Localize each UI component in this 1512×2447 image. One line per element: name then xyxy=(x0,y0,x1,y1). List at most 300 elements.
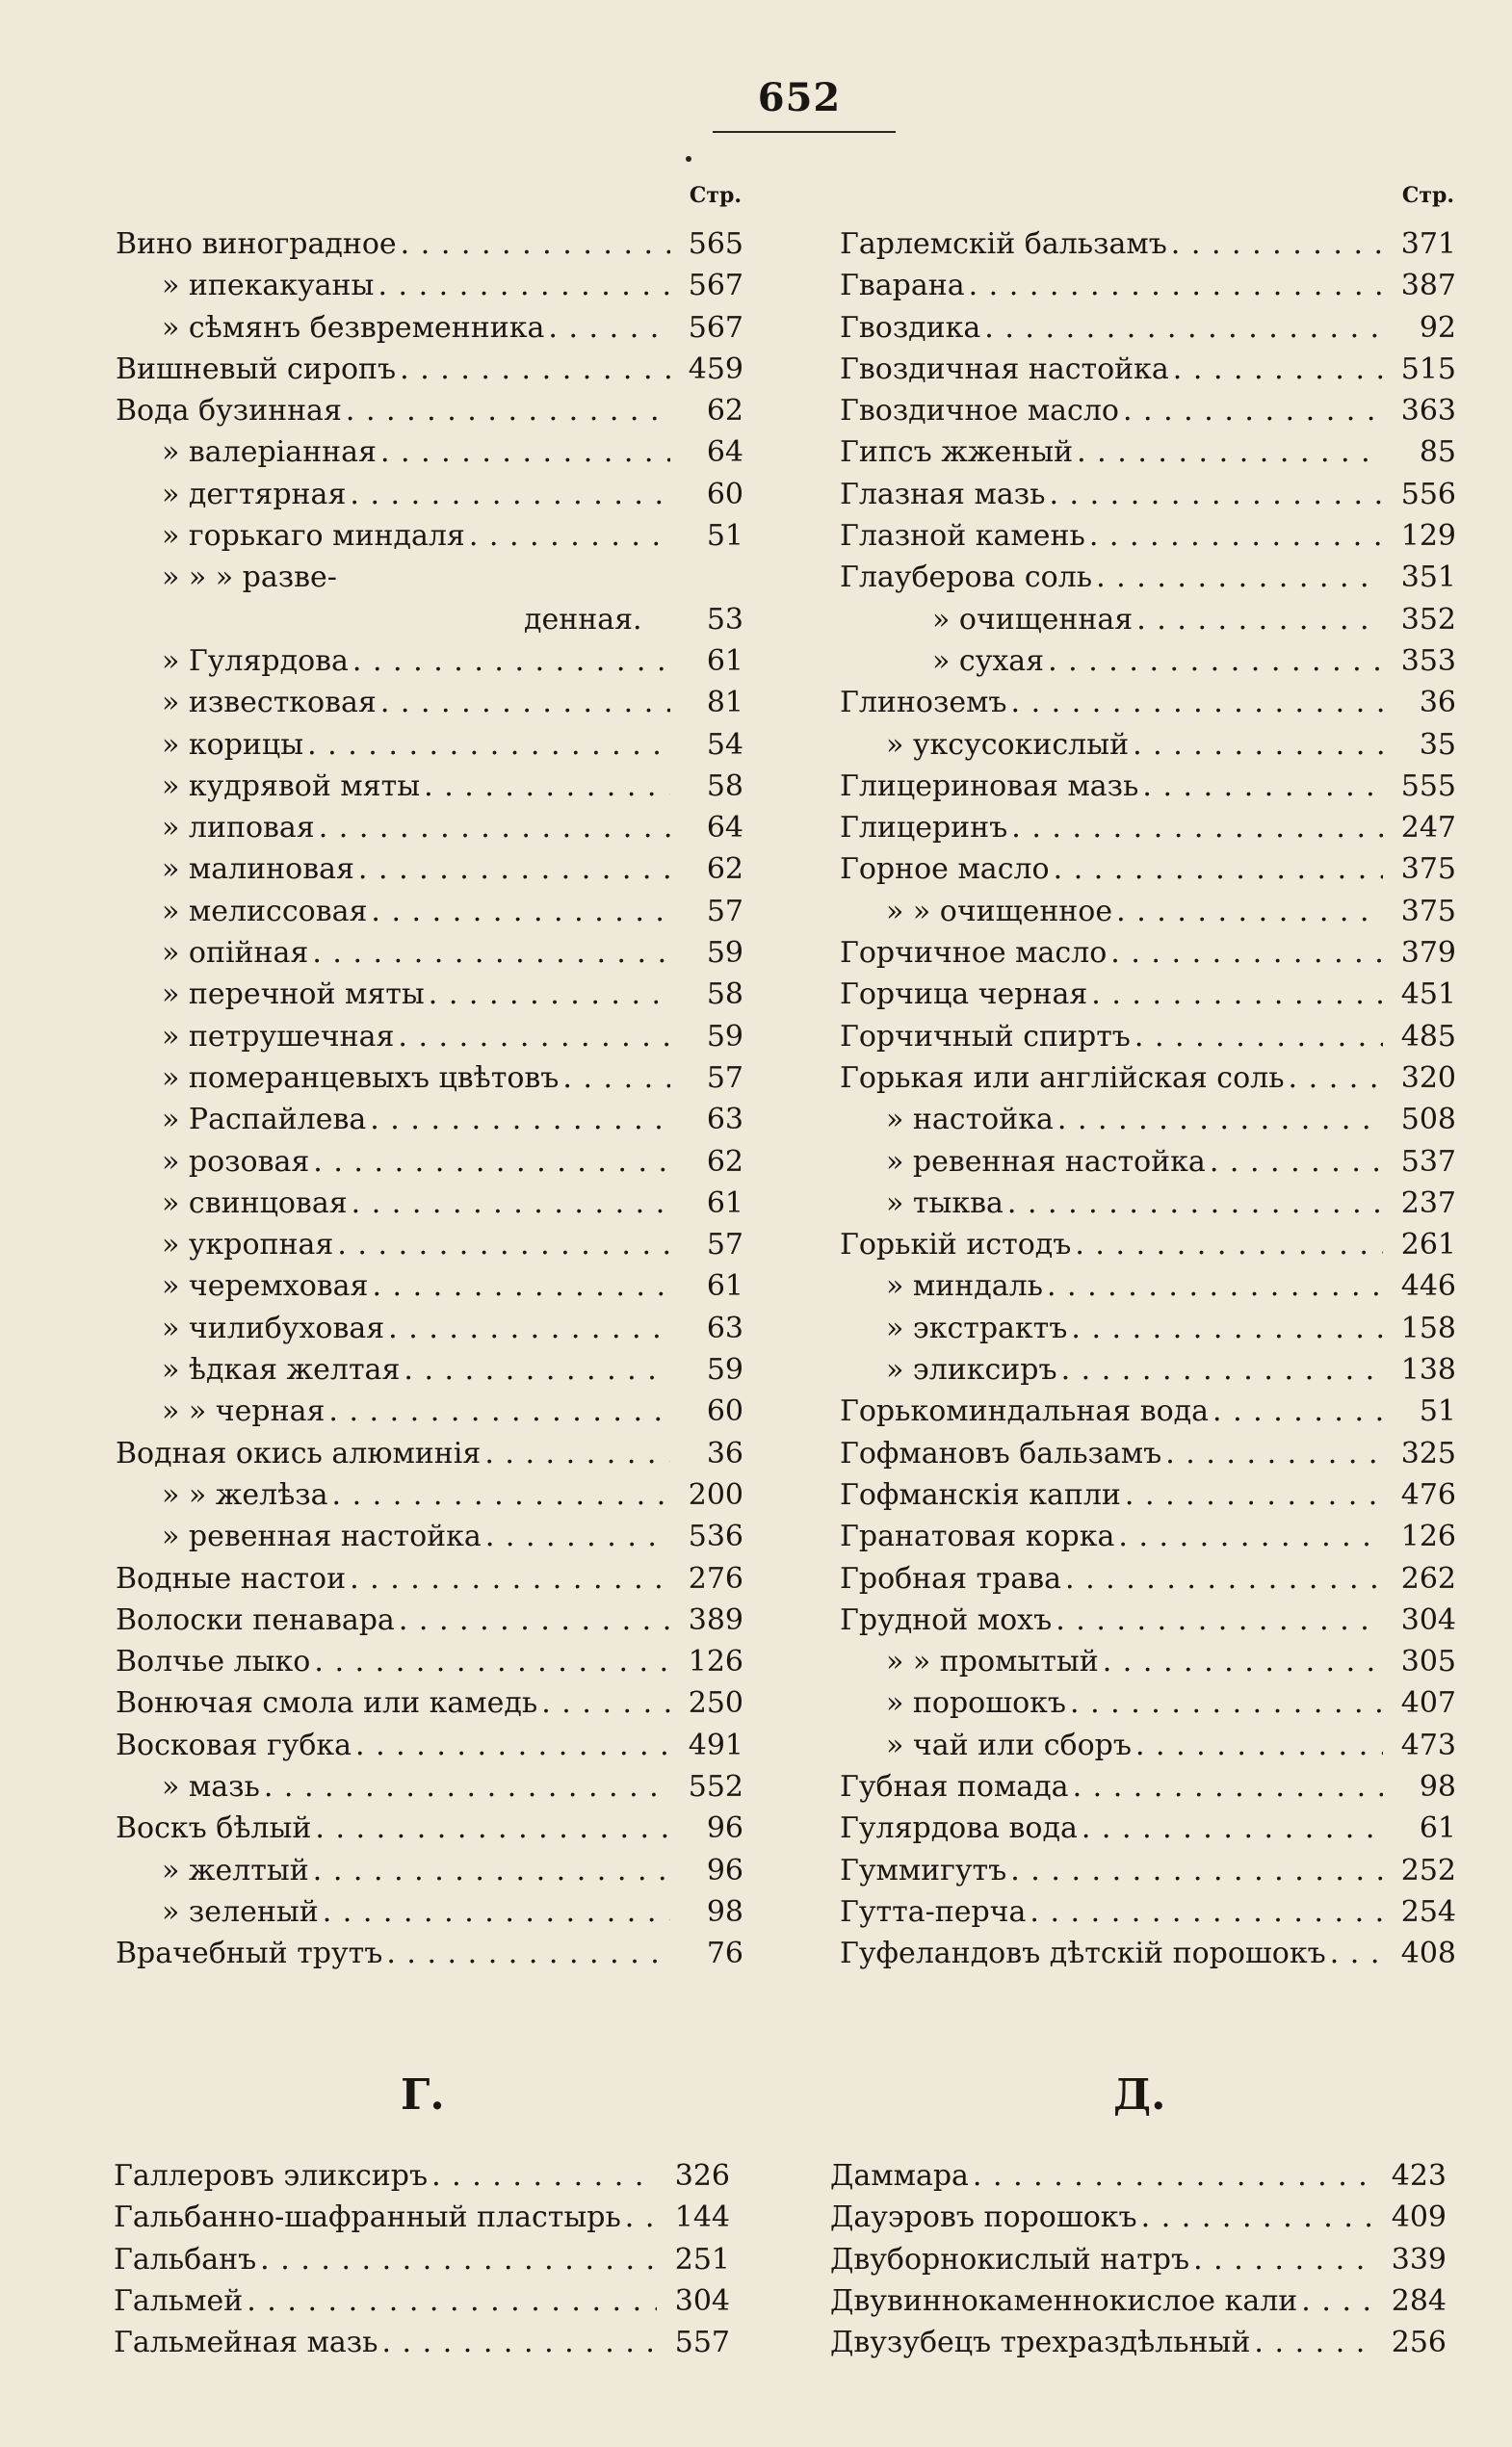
leader-dots xyxy=(1089,515,1383,557)
leader-dots xyxy=(1301,2280,1373,2322)
index-entry xyxy=(116,1891,743,1933)
entry-name: » ревенная настойка xyxy=(886,1144,1206,1179)
index-entry xyxy=(116,1099,743,1140)
leader-dots xyxy=(1070,1682,1383,1724)
index-entry xyxy=(114,2280,730,2322)
entry-page-number: 200 xyxy=(688,1477,743,1512)
entry-page-number: 81 xyxy=(706,686,743,720)
entry-name: » очищенная xyxy=(932,602,1134,637)
leader-dots xyxy=(1047,1265,1383,1307)
entry-page-number: 51 xyxy=(706,519,743,554)
leader-dots xyxy=(1136,599,1383,640)
entry-page-number: 85 xyxy=(1419,435,1456,470)
entry-page-number: 304 xyxy=(1400,1602,1456,1637)
leader-dots xyxy=(372,1265,670,1307)
index-entry xyxy=(840,640,1456,682)
leader-dots xyxy=(1330,1933,1383,1974)
index-entry xyxy=(116,1349,743,1391)
entry-page-number: 126 xyxy=(1400,1520,1456,1554)
entry-name: Двувиннокаменнокислое кали xyxy=(830,2283,1298,2318)
entry-page-number: 485 xyxy=(1400,1019,1456,1054)
entry-name: » сѣмянъ безвременника xyxy=(162,310,545,345)
leader-dots xyxy=(431,2155,657,2197)
entry-name: Горчичный спиртъ xyxy=(840,1019,1131,1054)
entry-page-number: 35 xyxy=(1419,727,1456,762)
leader-dots xyxy=(401,223,670,265)
entry-name: » сухая xyxy=(932,643,1045,678)
leader-dots xyxy=(625,2197,657,2238)
entry-name: Волчье лыко xyxy=(116,1645,311,1679)
left-index-column xyxy=(116,183,743,1974)
index-entry xyxy=(830,2280,1447,2322)
section-heading-g: Г. xyxy=(401,2070,445,2120)
entry-name: Глазной камень xyxy=(840,519,1085,554)
index-entry xyxy=(114,2239,730,2280)
entry-page-number: 556 xyxy=(1400,477,1456,511)
index-entry xyxy=(840,1224,1456,1265)
entry-name: » миндаль xyxy=(886,1269,1043,1304)
entry-name: » померанцевыхъ цвѣтовъ xyxy=(162,1060,560,1095)
entry-name: » розовая xyxy=(162,1144,310,1179)
entry-page-number: 144 xyxy=(674,2200,730,2235)
index-entry xyxy=(116,557,743,598)
leader-dots xyxy=(424,766,670,807)
entry-page-number: 62 xyxy=(706,852,743,887)
entry-page-number: 64 xyxy=(706,435,743,470)
index-entry xyxy=(116,1224,743,1265)
entry-name: Гробная трава xyxy=(840,1561,1061,1596)
leader-dots xyxy=(1133,724,1383,766)
leader-dots xyxy=(260,2239,657,2280)
entry-name: Горькая или англійская соль xyxy=(840,1060,1285,1095)
leader-dots xyxy=(1082,1808,1383,1849)
index-entry xyxy=(840,1641,1456,1682)
entry-name: Гвоздика xyxy=(840,310,981,345)
entry-name: » чай или сборъ xyxy=(886,1728,1132,1762)
index-entry xyxy=(840,557,1456,598)
entry-page-number: 138 xyxy=(1400,1353,1456,1388)
leader-dots xyxy=(337,1224,670,1265)
entry-name: Глазная мазь xyxy=(840,477,1046,511)
index-entry xyxy=(114,2322,730,2363)
entry-page-number: 276 xyxy=(688,1561,743,1596)
entry-name: Гипсъ жженый xyxy=(840,435,1074,470)
leader-dots xyxy=(313,1141,670,1183)
entry-page-number: 371 xyxy=(1400,227,1456,261)
index-entry xyxy=(116,1725,743,1766)
entry-page-number: 567 xyxy=(688,310,743,345)
leader-dots xyxy=(1125,1474,1383,1516)
leader-dots xyxy=(386,1933,670,1974)
index-entry xyxy=(116,265,743,306)
entry-name: » корицы xyxy=(162,727,304,762)
index-entry xyxy=(116,1391,743,1432)
entry-page-number: 339 xyxy=(1391,2242,1447,2277)
entry-name: Даммара xyxy=(830,2159,969,2193)
entry-name: Гуммигутъ xyxy=(840,1853,1007,1887)
leader-dots xyxy=(1142,766,1383,807)
entry-page-number: 379 xyxy=(1400,936,1456,971)
entry-name: Гвоздичная настойка xyxy=(840,351,1169,386)
index-entry xyxy=(830,2322,1447,2363)
leader-dots xyxy=(370,1099,670,1140)
entry-name: Губная помада xyxy=(840,1769,1069,1804)
entry-page-number: 61 xyxy=(706,1269,743,1304)
page-number: 652 xyxy=(757,75,842,120)
leader-dots xyxy=(1054,848,1383,890)
index-entry xyxy=(840,1183,1456,1224)
index-entry xyxy=(840,1516,1456,1557)
entry-page-number: 96 xyxy=(706,1811,743,1846)
index-entry xyxy=(840,807,1456,848)
leader-dots xyxy=(388,1308,670,1349)
entry-name: » эликсиръ xyxy=(886,1353,1057,1388)
index-entry xyxy=(840,1600,1456,1641)
index-entry xyxy=(840,1474,1456,1516)
entry-page-number: 284 xyxy=(1391,2283,1447,2318)
entry-page-number: 58 xyxy=(706,768,743,803)
leader-dots xyxy=(541,1682,670,1724)
leader-dots xyxy=(350,1558,670,1600)
entry-name: Гальбанно-шафранный пластырь xyxy=(114,2200,621,2235)
leader-dots xyxy=(264,1766,670,1808)
index-entry xyxy=(116,390,743,431)
entry-name: » тыква xyxy=(886,1185,1004,1220)
index-entry xyxy=(840,1725,1456,1766)
entry-name: Вино виноградное xyxy=(116,227,397,261)
entry-name: » » промытый xyxy=(886,1645,1099,1679)
entry-page-number: 237 xyxy=(1400,1185,1456,1220)
index-entry xyxy=(840,1265,1456,1307)
entry-page-number: 423 xyxy=(1391,2159,1447,2193)
entry-name: » ревенная настойка xyxy=(162,1520,482,1554)
page-number-rule xyxy=(713,131,896,133)
leader-dots xyxy=(1049,474,1383,515)
leader-dots xyxy=(400,349,670,390)
entry-name: » ипекакуаны xyxy=(162,269,375,303)
entry-page-number: 491 xyxy=(688,1728,743,1762)
leader-dots xyxy=(328,1391,670,1432)
index-entry xyxy=(116,1265,743,1307)
entry-name: » » черная xyxy=(162,1394,326,1429)
entry-page-number: 92 xyxy=(1419,310,1456,345)
entry-name: » чилибуховая xyxy=(162,1311,385,1345)
entry-page-number: 353 xyxy=(1400,643,1456,678)
leader-dots xyxy=(247,2280,657,2322)
entry-page-number: 63 xyxy=(706,1311,743,1345)
entry-page-number: 387 xyxy=(1400,269,1456,303)
index-entry xyxy=(840,1391,1456,1432)
entry-name: Гулярдова вода xyxy=(840,1811,1078,1846)
leader-dots xyxy=(1061,1349,1383,1391)
entry-name: Глицеринъ xyxy=(840,811,1008,846)
index-entry xyxy=(114,2197,730,2238)
entry-name: Гальмейная мазь xyxy=(114,2326,378,2360)
entry-name: » желтый xyxy=(162,1853,309,1887)
entry-page-number: 407 xyxy=(1400,1686,1456,1721)
index-entry xyxy=(116,1474,743,1516)
index-entry xyxy=(840,682,1456,723)
entry-name: » ѣдкая желтая xyxy=(162,1353,401,1388)
entry-name: Гварана xyxy=(840,269,965,303)
entry-page-number: 537 xyxy=(1400,1144,1456,1179)
entry-name: Глицериновая мазь xyxy=(840,768,1139,803)
leader-dots xyxy=(352,640,670,682)
entry-name: » валеріанная xyxy=(162,435,377,470)
entry-page-number: 250 xyxy=(688,1686,743,1721)
entry-page-number: 63 xyxy=(706,1103,743,1137)
index-entry xyxy=(116,724,743,766)
entry-name: Вонючая смола или камедь xyxy=(116,1686,538,1721)
leader-dots xyxy=(1011,807,1383,848)
leader-dots xyxy=(1171,223,1383,265)
entry-name: » » очищенное xyxy=(886,894,1113,928)
index-entry xyxy=(116,1933,743,1974)
index-entry xyxy=(116,1600,743,1641)
index-entry xyxy=(840,431,1456,473)
entry-page-number: 252 xyxy=(1400,1853,1456,1887)
leader-dots xyxy=(1141,2197,1373,2238)
index-entry xyxy=(840,932,1456,974)
right-index-entries xyxy=(840,223,1456,1974)
index-entry xyxy=(116,1433,743,1474)
entry-page-number: 129 xyxy=(1400,519,1456,554)
index-entry xyxy=(840,1308,1456,1349)
entry-name: » известковая xyxy=(162,686,377,720)
entry-name: Глиноземъ xyxy=(840,686,1007,720)
index-entry xyxy=(840,307,1456,349)
leader-dots xyxy=(380,682,670,723)
entry-name: » дегтярная xyxy=(162,477,347,511)
index-entry xyxy=(116,307,743,349)
entry-name: Горчица черная xyxy=(840,977,1088,1012)
index-entry xyxy=(116,807,743,848)
leader-dots xyxy=(469,515,670,557)
leader-dots xyxy=(1103,1641,1383,1682)
index-entry xyxy=(840,1558,1456,1600)
index-entry xyxy=(116,640,743,682)
index-entry xyxy=(840,265,1456,306)
index-entry xyxy=(116,474,743,515)
entry-name: » настойка xyxy=(886,1103,1054,1137)
entry-page-number: 508 xyxy=(1400,1103,1456,1137)
index-entry xyxy=(840,766,1456,807)
entry-page-number: 61 xyxy=(706,1185,743,1220)
entry-page-number: 76 xyxy=(706,1937,743,1971)
entry-name: Гарлемскій бальзамъ xyxy=(840,227,1167,261)
entry-name: Водная окись алюминія xyxy=(116,1436,482,1471)
index-entry xyxy=(830,2197,1447,2238)
entry-name: » укропная xyxy=(162,1228,334,1263)
entry-page-number: 565 xyxy=(688,227,743,261)
index-entry xyxy=(840,515,1456,557)
leader-dots xyxy=(969,265,1383,306)
index-entry xyxy=(116,1516,743,1557)
leader-dots xyxy=(371,891,670,932)
index-entry xyxy=(116,515,743,557)
leader-dots xyxy=(1193,2239,1373,2280)
index-entry xyxy=(116,1183,743,1224)
leader-dots xyxy=(1173,349,1383,390)
entry-page-number: 261 xyxy=(1400,1228,1456,1263)
entry-name: » липовая xyxy=(162,811,315,846)
leader-dots xyxy=(1110,932,1383,974)
entry-page-number: 262 xyxy=(1400,1561,1456,1596)
entry-page-number: 408 xyxy=(1400,1937,1456,1971)
entry-page-number: 36 xyxy=(706,1436,743,1471)
entry-page-number: 247 xyxy=(1400,811,1456,846)
leader-dots xyxy=(1065,1558,1383,1600)
section-heading-d: Д. xyxy=(1113,2070,1166,2120)
entry-name: » горькаго миндаля xyxy=(162,519,465,554)
index-entry xyxy=(116,1766,743,1808)
leader-dots xyxy=(315,1808,670,1849)
index-entry xyxy=(116,1308,743,1349)
leader-dots xyxy=(380,431,670,473)
leader-dots xyxy=(485,1516,670,1557)
entry-page-number: 375 xyxy=(1400,894,1456,928)
entry-page-number: 363 xyxy=(1400,394,1456,429)
index-entry xyxy=(116,1141,743,1183)
entry-page-number: 62 xyxy=(706,394,743,429)
entry-page-number: 53 xyxy=(706,602,743,637)
index-entry xyxy=(116,1808,743,1849)
entry-page-number: 36 xyxy=(1419,686,1456,720)
leader-dots xyxy=(332,1474,670,1516)
index-entry xyxy=(116,599,743,640)
entry-name: Гранатовая корка xyxy=(840,1520,1115,1554)
entry-page-number: 58 xyxy=(706,977,743,1012)
entry-page-number: 59 xyxy=(706,936,743,971)
entry-page-number: 446 xyxy=(1400,1269,1456,1304)
entry-name: Двузубецъ трехраздѣльный xyxy=(830,2326,1251,2360)
entry-name: » черемховая xyxy=(162,1269,369,1304)
entry-name: денная. xyxy=(524,602,642,637)
entry-page-number: 57 xyxy=(706,894,743,928)
leader-dots xyxy=(1030,1891,1383,1933)
index-entry xyxy=(116,1057,743,1099)
entry-page-number: 326 xyxy=(674,2159,730,2193)
page-column-header: Стр. xyxy=(1401,183,1454,208)
index-entry xyxy=(116,1641,743,1682)
leader-dots xyxy=(352,1183,670,1224)
leader-dots xyxy=(399,1600,670,1641)
entry-name: Горчичное масло xyxy=(840,936,1108,971)
leader-dots xyxy=(1118,1516,1383,1557)
leader-dots xyxy=(313,1850,670,1891)
leader-dots xyxy=(1048,640,1383,682)
entry-page-number: 98 xyxy=(1419,1769,1456,1804)
leader-dots xyxy=(358,848,670,890)
entry-page-number: 60 xyxy=(706,1394,743,1429)
entry-name: Волоски пенавара xyxy=(116,1602,395,1637)
entry-page-number: 256 xyxy=(1391,2326,1447,2360)
entry-page-number: 254 xyxy=(1400,1894,1456,1929)
index-entry xyxy=(116,766,743,807)
leader-dots xyxy=(346,390,670,431)
leader-dots xyxy=(350,474,670,515)
leader-dots xyxy=(484,1433,670,1474)
index-entry xyxy=(840,848,1456,890)
leader-dots xyxy=(1165,1433,1383,1474)
entry-name: Водные настои xyxy=(116,1561,347,1596)
entry-page-number: 60 xyxy=(706,477,743,511)
entry-page-number: 57 xyxy=(706,1060,743,1095)
leader-dots xyxy=(1057,1099,1383,1140)
leader-dots xyxy=(398,1016,670,1057)
entry-name: » зеленый xyxy=(162,1894,319,1929)
leader-dots xyxy=(1134,1016,1383,1057)
entry-name: Вода бузинная xyxy=(116,394,342,429)
entry-page-number: 555 xyxy=(1400,768,1456,803)
section-g-entries xyxy=(114,2155,730,2363)
leader-dots xyxy=(1123,390,1383,431)
entry-page-number: 320 xyxy=(1400,1060,1456,1095)
index-entry xyxy=(840,1016,1456,1057)
leader-dots xyxy=(548,307,670,349)
index-entry xyxy=(840,1808,1456,1849)
leader-dots xyxy=(1116,891,1383,932)
index-entry xyxy=(840,1349,1456,1391)
entry-name: » мелиссовая xyxy=(162,894,368,928)
index-entry xyxy=(830,2239,1447,2280)
entry-name: Гальмей xyxy=(114,2283,244,2318)
entry-page-number: 98 xyxy=(706,1894,743,1929)
entry-page-number: 158 xyxy=(1400,1311,1456,1345)
entry-name: Вишневый сиропъ xyxy=(116,351,397,386)
index-entry xyxy=(840,390,1456,431)
index-entry xyxy=(840,1682,1456,1724)
entry-page-number: 552 xyxy=(688,1769,743,1804)
entry-page-number: 473 xyxy=(1400,1728,1456,1762)
entry-name: Воскъ бѣлый xyxy=(116,1811,312,1846)
entry-page-number: 54 xyxy=(706,727,743,762)
entry-name: Горькоминдальная вода xyxy=(840,1394,1209,1429)
entry-page-number: 351 xyxy=(1400,560,1456,595)
leader-dots xyxy=(1056,1600,1383,1641)
entry-name: » » желѣза xyxy=(162,1477,328,1512)
entry-page-number: 61 xyxy=(706,643,743,678)
entry-name: Грудной мохъ xyxy=(840,1602,1053,1637)
entry-page-number: 51 xyxy=(1419,1394,1456,1429)
entry-name: Гальбанъ xyxy=(114,2242,257,2277)
entry-name: Дауэровъ порошокъ xyxy=(830,2200,1137,2235)
index-entry xyxy=(116,891,743,932)
leader-dots xyxy=(1289,1057,1383,1099)
entry-name: » кудрявой мяты xyxy=(162,768,421,803)
entry-name: » перечной мяты xyxy=(162,977,425,1012)
index-entry xyxy=(116,848,743,890)
entry-name: » уксусокислый xyxy=(886,727,1130,762)
leader-dots xyxy=(319,807,670,848)
entry-page-number: 375 xyxy=(1400,852,1456,887)
entry-page-number: 62 xyxy=(706,1144,743,1179)
leader-dots xyxy=(307,724,670,766)
entry-name: Гофманскія капли xyxy=(840,1477,1121,1512)
leader-dots xyxy=(1007,1183,1383,1224)
index-entry xyxy=(840,1099,1456,1140)
index-entry xyxy=(840,474,1456,515)
leader-dots xyxy=(1011,682,1383,723)
entry-name: » » » разве- xyxy=(162,560,337,595)
index-entry xyxy=(840,349,1456,390)
entry-name: » мазь xyxy=(162,1769,260,1804)
entry-page-number: 409 xyxy=(1391,2200,1447,2235)
entry-name: Восковая губка xyxy=(116,1728,352,1762)
leader-dots xyxy=(1075,1224,1383,1265)
entry-name: » петрушечная xyxy=(162,1019,395,1054)
entry-name: Гуфеландовъ дѣтскій порошокъ xyxy=(840,1937,1326,1971)
